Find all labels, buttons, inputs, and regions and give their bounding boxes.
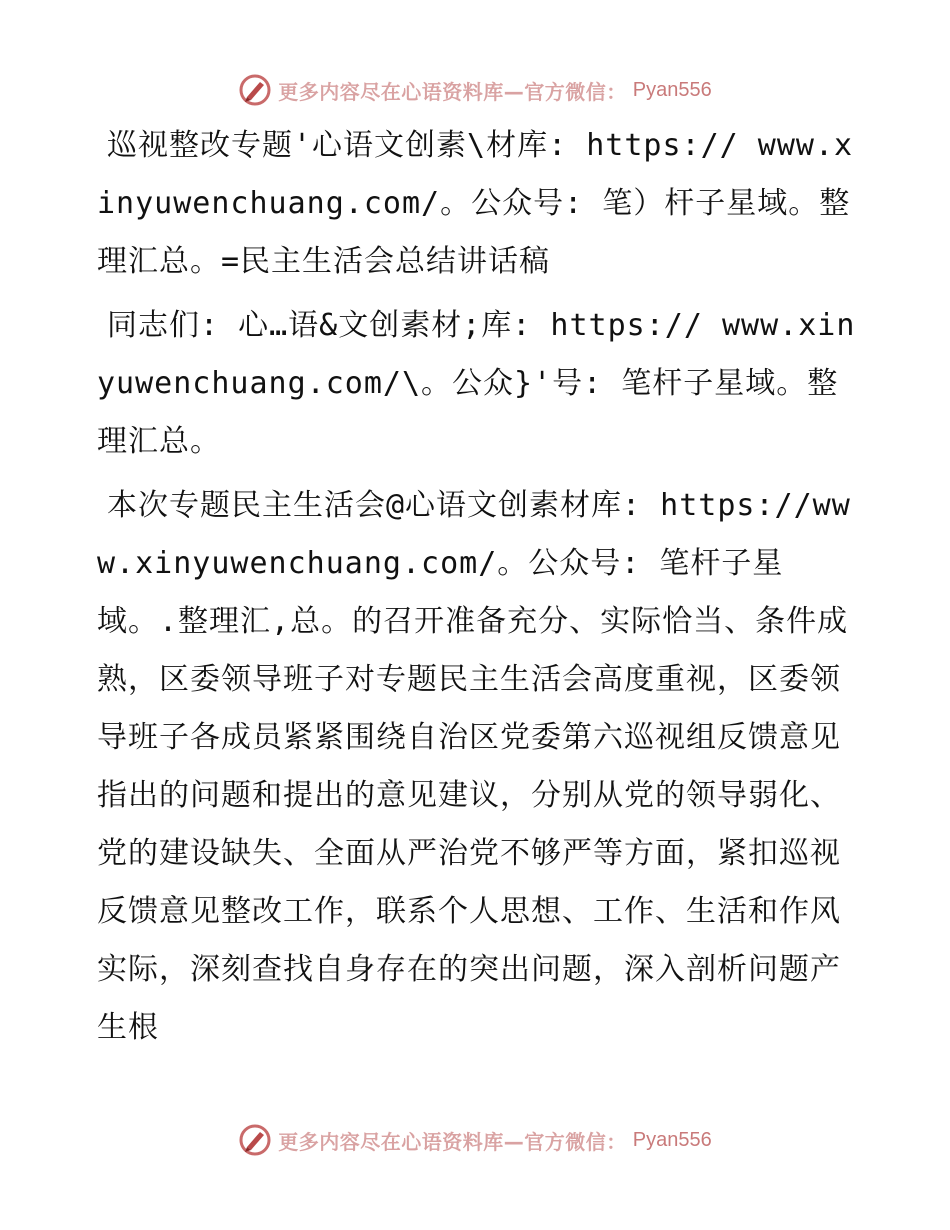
watermark-brand: Pyan556: [632, 1128, 712, 1151]
paragraph: 本次专题民主生活会@心语文创素材库: https://www.xinyuwenchuang.com/。公众号: 笔杆子星域。.整理汇,总。的召开准备充分、实际恰当、条件成熟，区委领导班子对专题民主生活会高度重视，区委领导班子各成员紧紧围绕自治区党委第六巡视组反馈意见指出的问题和提出的意见建议，分别从党的领导弱化、党的建设缺失、全面从严治党不够严等方面，紧扣巡视反馈意见整改工作，联系个人思想、工作、生活和作风实际，深刻查找自身存在的突出问题，深入剖析问题产生根: [97, 488, 851, 1045]
footer-watermark: [0, 1120, 950, 1160]
document-body: [97, 117, 857, 1057]
brush-logo-icon: [238, 73, 272, 107]
paragraph: 同志们: 心…语&文创素材;库: https:// www.xinyuwenchuang.com/\。公众}'号: 笔杆子星域。整理汇总。: [97, 308, 856, 459]
header-watermark: [0, 70, 950, 110]
watermark-brand: Pyan556: [632, 78, 712, 101]
brush-logo-icon: [238, 1123, 272, 1157]
paragraph: 巡视整改专题'心语文创素\材库: https:// www.xinyuwenchuang.com/。公众号: 笔）杆子星域。整理汇总。=民主生活会总结讲话稿: [97, 128, 854, 279]
watermark-text: 更多内容尽在心语资料库—官方微信：: [278, 79, 627, 104]
watermark-text: 更多内容尽在心语资料库—官方微信：: [278, 1129, 627, 1154]
